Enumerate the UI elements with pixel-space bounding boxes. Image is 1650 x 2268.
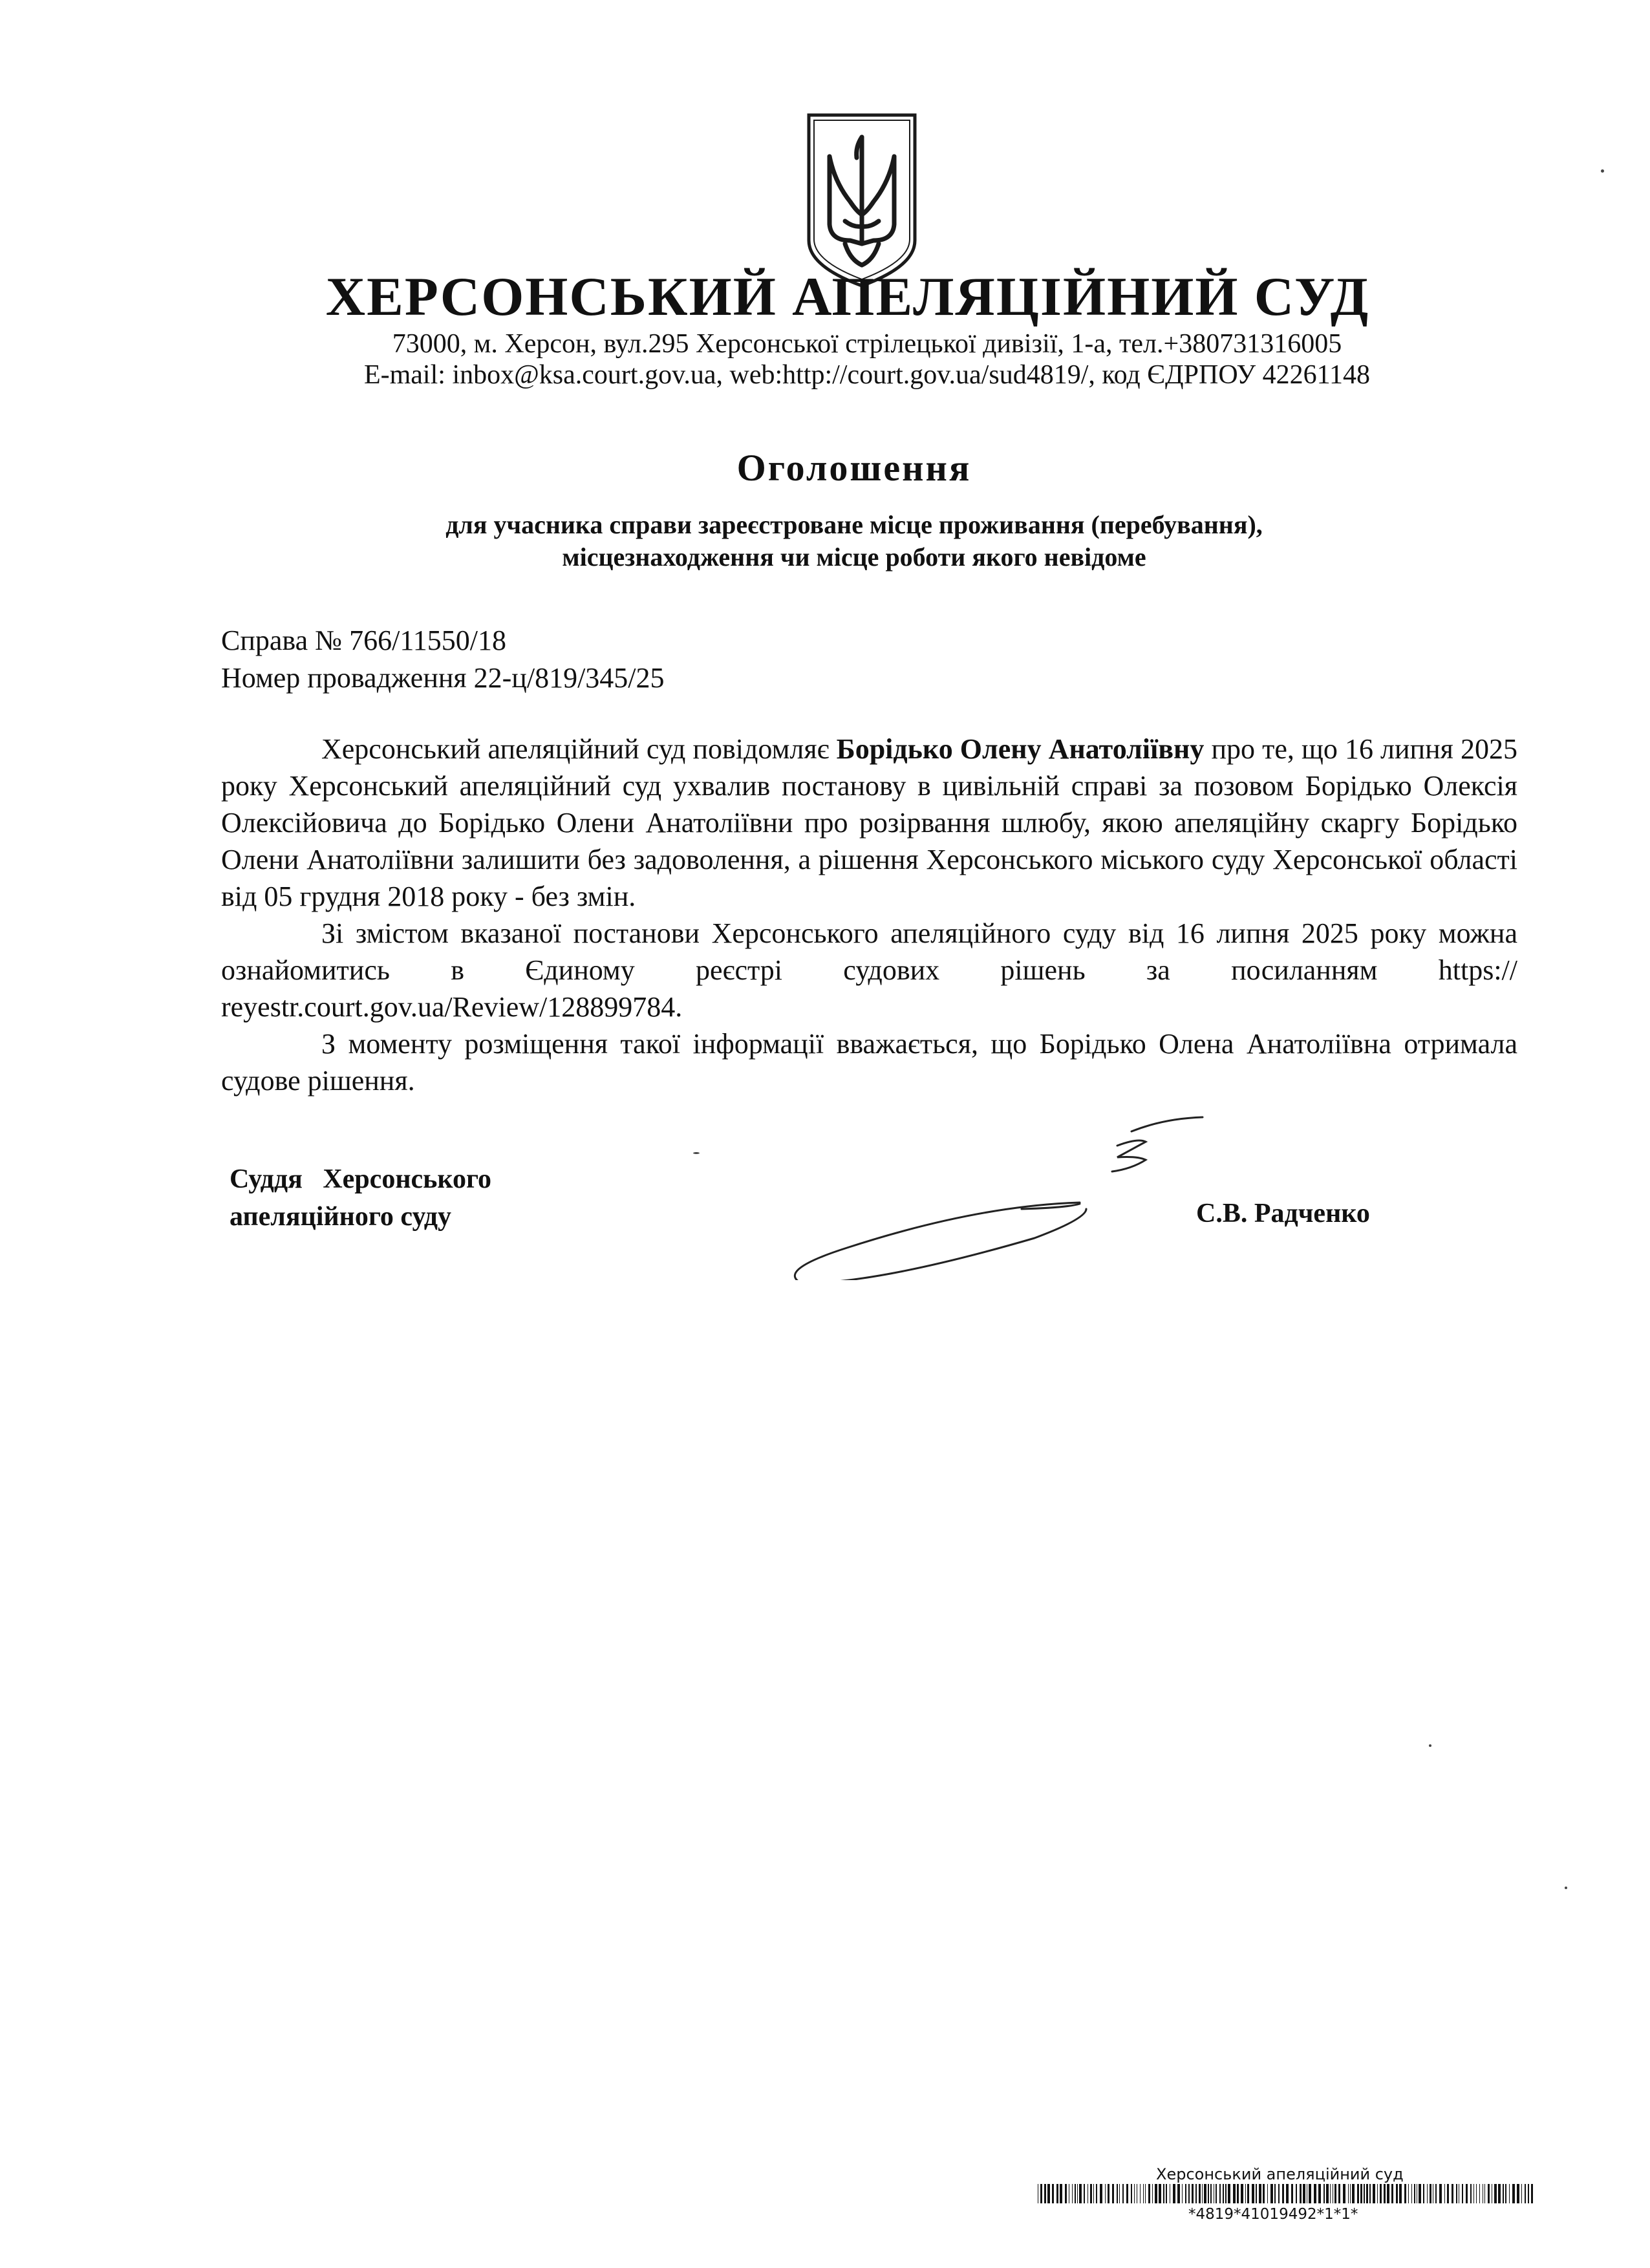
barcode-bar <box>1296 2184 1297 2203</box>
barcode-bar <box>1208 2184 1209 2203</box>
barcode-bar <box>1159 2184 1161 2203</box>
barcode-bar <box>1470 2184 1472 2203</box>
barcode-bar <box>1100 2184 1102 2203</box>
barcode-bar <box>1286 2184 1289 2203</box>
barcode-bar <box>1126 2184 1128 2203</box>
barcode-bar <box>1112 2184 1114 2203</box>
barcode-bar <box>1408 2184 1409 2203</box>
signatory-position-line1: Суддя Херсонського <box>230 1164 492 1194</box>
barcode-bar <box>1444 2184 1445 2203</box>
barcode-bar <box>1366 2184 1368 2203</box>
barcode-number: *4819*41019492*1*1* <box>1188 2206 1358 2223</box>
barcode-bar <box>1391 2184 1393 2203</box>
barcode-bar <box>1247 2184 1249 2203</box>
barcode-bar <box>1192 2184 1194 2203</box>
court-name: ХЕРСОНСЬКИЙ АПЕЛЯЦІЙНИЙ СУД <box>325 266 1370 327</box>
barcode-bar <box>1188 2184 1190 2203</box>
barcode-bar <box>1259 2184 1261 2203</box>
court-contacts: E-mail: inbox@ksa.court.gov.ua, web:http://court.gov.ua/sud4819/, код ЄДРПОУ 42261148 <box>363 360 1371 390</box>
barcode-bar <box>1173 2184 1175 2203</box>
barcode-bar <box>1369 2184 1371 2203</box>
notice-subtitle-line2: місцезнаходження чи місце роботи якого невідоме <box>562 542 1146 572</box>
body-paragraph-1 <box>221 731 1517 915</box>
barcode-bar <box>1195 2184 1197 2203</box>
barcode-bar <box>1419 2184 1421 2203</box>
barcode-bar <box>1404 2184 1406 2203</box>
body-paragraph-2: Зі змістом вказаної постанови Херсонського апеляційного суду від 16 липня 2025 року можна ознайомитись в Єдиному реєстрі судових рішень за посиланням https:// reyestr.court.gov.ua/Review/128899784. <box>221 917 1517 1023</box>
notice-body <box>221 731 1517 1099</box>
barcode-bar <box>1267 2184 1268 2203</box>
barcode-bar <box>1309 2184 1311 2203</box>
barcode-bar <box>1479 2184 1480 2203</box>
barcode-bar <box>1117 2184 1118 2203</box>
barcode-bar <box>1476 2184 1477 2203</box>
barcode-bar <box>1323 2184 1325 2203</box>
barcode-bar <box>1047 2184 1050 2203</box>
barcode-bar <box>1456 2184 1457 2203</box>
barcode-bar <box>1357 2184 1359 2203</box>
barcode-bar <box>1494 2184 1497 2203</box>
notice-title: Оголошення <box>736 447 972 489</box>
barcode-bar <box>1517 2184 1519 2203</box>
scan-speck <box>1601 169 1604 173</box>
barcode-bar <box>1498 2184 1501 2203</box>
barcode-bar <box>1252 2184 1254 2203</box>
barcode-caption: Херсонський апеляційний суд <box>1156 2165 1404 2183</box>
barcode-bar <box>1241 2184 1243 2203</box>
barcode-bar <box>1360 2184 1362 2203</box>
barcode-bar <box>1040 2184 1042 2203</box>
barcode-bar <box>1052 2184 1054 2203</box>
barcode-bar <box>1278 2184 1280 2203</box>
barcode-bar <box>1380 2184 1382 2203</box>
barcode-bar <box>1326 2184 1329 2203</box>
barcode-bar <box>1228 2184 1230 2203</box>
scan-speck <box>693 1152 700 1154</box>
barcode-bar <box>1225 2184 1227 2203</box>
barcode-bar <box>1373 2184 1375 2203</box>
barcode-bar <box>1202 2184 1203 2203</box>
barcode-bar <box>1143 2184 1144 2203</box>
paragraph-text: про те, що 16 липня 2025 року Херсонський апеляційний суд ухвалив постанову в цивільній справі за позовом Борідько Олексія Олексійовича до Борідько Олени Анатоліївни про розірвання шлюбу, якою апеляційну скаргу Борідько Олени Анатоліївни залишити без задоволення, а рішення Херсонського міського суду Херсонської області від 05 грудня 2018 року - без змін. <box>221 733 1517 912</box>
barcode-bar <box>1338 2184 1340 2203</box>
barcode-bar <box>1219 2184 1221 2203</box>
barcode-bar <box>1237 2184 1239 2203</box>
barcode-bar <box>1090 2184 1092 2203</box>
barcode-bar <box>1152 2184 1153 2203</box>
barcode-bar <box>1303 2184 1305 2203</box>
barcode-bar <box>1396 2184 1398 2203</box>
barcode-bar <box>1462 2184 1463 2203</box>
barcode-bar <box>1435 2184 1437 2203</box>
barcode-bar <box>1384 2184 1386 2203</box>
barcode-bar <box>1119 2184 1120 2203</box>
barcode-bar <box>1414 2184 1415 2203</box>
barcode-bar <box>1185 2184 1186 2203</box>
barcode-bar <box>1245 2184 1246 2203</box>
barcode-bar <box>1364 2184 1365 2203</box>
body-paragraph-3: З моменту розміщення такої інформації вважається, що Борідько Олена Анатоліївна отримала судове рішення. <box>221 1028 1517 1097</box>
barcode-bar <box>1352 2184 1355 2203</box>
barcode-bar <box>1466 2184 1468 2203</box>
barcode-bar <box>1411 2184 1412 2203</box>
barcode-bar <box>1079 2184 1082 2203</box>
barcode-bar <box>1282 2184 1284 2203</box>
barcode-bar <box>1155 2184 1157 2203</box>
barcode-bar <box>1509 2184 1510 2203</box>
barcode-bar <box>1505 2184 1506 2203</box>
barcode-bar <box>1166 2184 1167 2203</box>
barcode-bar <box>1263 2184 1265 2203</box>
court-address: 73000, м. Херсон, вул.295 Херсонської стрілецької дивізії, 1-а, тел.+380731316005 <box>392 329 1342 359</box>
barcode-bar <box>1473 2184 1474 2203</box>
barcode-bar <box>1318 2184 1321 2203</box>
addressee-name: Борідько Олену Анатоліївну <box>836 733 1205 765</box>
barcode-bar <box>1521 2184 1522 2203</box>
barcode-bar <box>1163 2184 1164 2203</box>
barcode-bar <box>1525 2184 1526 2203</box>
judge-name: С.В. Радченко <box>1196 1199 1370 1228</box>
signatory-position-line2: апеляційного суду <box>230 1202 452 1232</box>
barcode <box>1038 2184 1536 2203</box>
barcode-bar <box>1096 2184 1097 2203</box>
barcode-bar <box>1105 2184 1106 2203</box>
barcode-bar <box>1377 2184 1378 2203</box>
barcode-bar <box>1270 2184 1273 2203</box>
barcode-bar <box>1060 2184 1062 2203</box>
scan-speck <box>1565 1887 1567 1889</box>
signatory-position <box>230 1161 491 1236</box>
barcode-bar <box>1439 2184 1442 2203</box>
barcode-bar <box>1177 2184 1180 2203</box>
barcode-bar <box>1503 2184 1504 2203</box>
coat-of-arms-icon <box>805 111 919 290</box>
barcode-bar <box>1430 2184 1431 2203</box>
proceeding-number: Номер провадження 22-ц/819/345/25 <box>221 662 665 694</box>
barcode-bar <box>1334 2184 1336 2203</box>
barcode-bar <box>1065 2184 1067 2203</box>
barcode-bar <box>1075 2184 1076 2203</box>
barcode-bar <box>1452 2184 1453 2203</box>
barcode-bar <box>1093 2184 1094 2203</box>
barcode-bar <box>1072 2184 1073 2203</box>
barcode-bar <box>1256 2184 1257 2203</box>
barcode-bar <box>1528 2184 1529 2203</box>
paragraph-text: Херсонський апеляційний суд повідомляє <box>321 733 837 765</box>
barcode-bar <box>1423 2184 1424 2203</box>
barcode-bar <box>1108 2184 1109 2203</box>
barcode-bar <box>1488 2184 1490 2203</box>
barcode-bar <box>1084 2184 1085 2203</box>
barcode-bar <box>1348 2184 1349 2203</box>
barcode-bar <box>1484 2184 1485 2203</box>
barcode-bar <box>1223 2184 1224 2203</box>
barcode-bar <box>1512 2184 1515 2203</box>
barcode-bar <box>1145 2184 1146 2203</box>
barcode-bar <box>1216 2184 1217 2203</box>
barcode-bar <box>1300 2184 1302 2203</box>
barcode-bar <box>1122 2184 1124 2203</box>
barcode-bar <box>1314 2184 1316 2203</box>
barcode-bar <box>1531 2184 1533 2203</box>
barcode-bar <box>1330 2184 1331 2203</box>
barcode-bar <box>1077 2184 1078 2203</box>
barcode-bar <box>1199 2184 1201 2203</box>
scan-speck <box>1429 1744 1431 1747</box>
barcode-bar <box>1427 2184 1428 2203</box>
barcode-bar <box>1044 2184 1046 2203</box>
case-number: Справа № 766/11550/18 <box>221 625 506 656</box>
barcode-bar <box>1343 2184 1345 2203</box>
barcode-bar <box>1387 2184 1389 2203</box>
barcode-bar <box>1204 2184 1206 2203</box>
barcode-bar <box>1140 2184 1141 2203</box>
barcode-bar <box>1350 2184 1351 2203</box>
barcode-bar <box>1148 2184 1150 2203</box>
barcode-bar <box>1399 2184 1402 2203</box>
handwritten-signature <box>685 1099 1241 1280</box>
barcode-bar <box>1131 2184 1132 2203</box>
barcode-bar <box>1233 2184 1236 2203</box>
barcode-bar <box>1447 2184 1449 2203</box>
barcode-bar <box>1291 2184 1293 2203</box>
barcode-bar <box>1274 2184 1276 2203</box>
barcode-bar <box>1056 2184 1058 2203</box>
barcode-bar <box>1182 2184 1183 2203</box>
notice-subtitle-line1: для учасника справи зареєстроване місце проживання (перебування), <box>445 510 1263 539</box>
barcode-bar <box>1210 2184 1212 2203</box>
barcode-bar <box>1134 2184 1135 2203</box>
